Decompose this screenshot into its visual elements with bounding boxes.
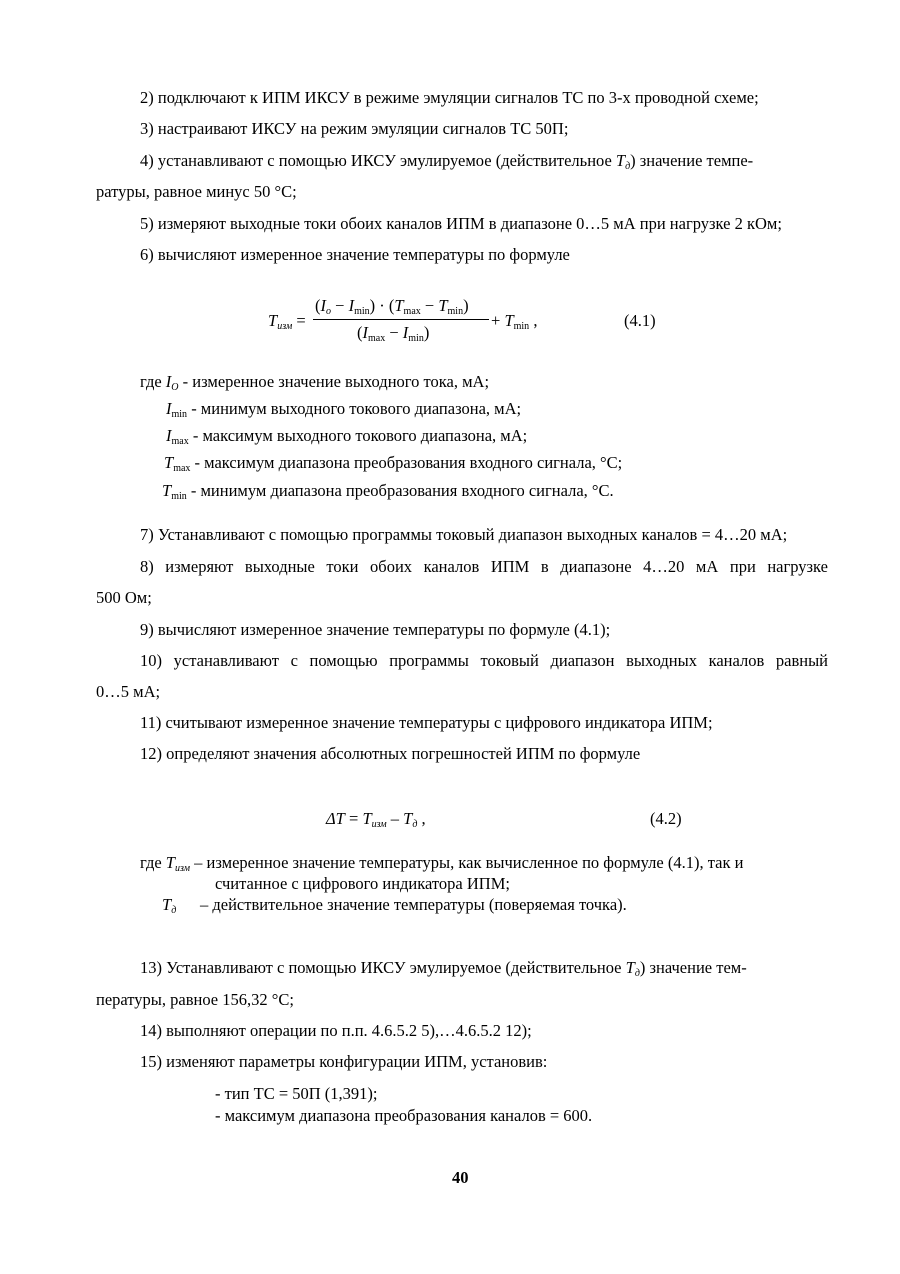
formula2-expression: $\Delta T = T_{изм} - T_д$ , [326,809,426,830]
where2-td: $T_д$ [162,895,177,916]
where2-tizm: где $T_{изм}$ – измеренное значение температуры, как вычисленное по формуле (4.1), так и [140,853,744,874]
formula-rhs: + $T_{min}$ , [491,311,538,332]
formula-lhs: $T_{изм}$ = [268,311,306,332]
step-2: 2) подключают к ИПМ ИКСУ в режиме эмуляции сигналов ТС по 3-х проводной схеме; [140,88,759,107]
step-10-cont: 0…5 мА; [96,682,161,701]
page-number: 40 [452,1168,469,1187]
fraction-bar [313,319,489,320]
step-9: 9) вычисляют измеренное значение температуры по формуле (4.1); [140,620,611,639]
step-14: 14) выполняют операции по п.п. 4.6.5.2 5),…4.6.5.2 12); [140,1021,532,1040]
step-3: 3) настраивают ИКСУ на режим эмуляции сигналов ТС 50П; [140,119,569,138]
formula2-number: (4.2) [650,809,682,828]
where-imin: $I_{min}$ - минимум выходного токового диапазона, мА; [166,399,522,420]
where-tmin: $T_{min}$ - минимум диапазона преобразования входного сигнала, °С. [162,481,614,502]
fraction-numerator: $(I_o - I_{min}) \cdot (T_{max} - T_{min})$ [315,296,469,317]
where-io: где $I_O$ - измеренное значение выходного тока, мА; [140,372,490,393]
step-4: 4) устанавливают с помощью ИКСУ эмулируемое (действительное $T_д$) значение темпе- [140,151,754,172]
step-5: 5) измеряют выходные токи обоих каналов ИПМ в диапазоне 0…5 мА при нагрузке 2 кОм; [140,214,782,233]
where-tmax: $T_{max}$ - максимум диапазона преобразования входного сигнала, °С; [164,453,623,474]
step-7: 7) Устанавливают с помощью программы токовый диапазон выходных каналов = 4…20 мА; [140,525,788,544]
step-13: 13) Устанавливают с помощью ИКСУ эмулируемое (действительное $T_д$) значение тем- [140,958,747,979]
step-15-item-2: - максимум диапазона преобразования каналов = 600. [215,1106,593,1125]
step-8: 8) измеряют выходные токи обоих каналов ИПМ в диапазоне 4…20 мА при нагрузке [140,557,828,576]
step-10: 10) устанавливают с помощью программы токовый диапазон выходных каналов равный [140,651,828,670]
where-imax: $I_{max}$ - максимум выходного токового диапазона, мА; [166,426,528,447]
step-12: 12) определяют значения абсолютных погрешностей ИПМ по формуле [140,744,641,763]
step-6: 6) вычисляют измеренное значение температуры по формуле [140,245,570,264]
where2-tizm-cont: считанное с цифрового индикатора ИПМ; [215,874,510,893]
step-15: 15) изменяют параметры конфигурации ИПМ, установив: [140,1052,548,1071]
step-15-item-1: - тип ТС = 50П (1,391); [215,1084,378,1103]
step-4-cont: ратуры, равное минус 50 °С; [96,182,297,201]
fraction-denominator: $(I_{max} - I_{min})$ [357,323,430,344]
formula-number: (4.1) [624,311,656,330]
formula-fraction [313,296,491,348]
step-13-cont: пературы, равное 156,32 °С; [96,990,294,1009]
step-11: 11) считывают измеренное значение температуры с цифрового индикатора ИПМ; [140,713,713,732]
step-8-cont: 500 Ом; [96,588,152,607]
where2-td-desc: – действительное значение температуры (поверяемая точка). [200,895,627,914]
